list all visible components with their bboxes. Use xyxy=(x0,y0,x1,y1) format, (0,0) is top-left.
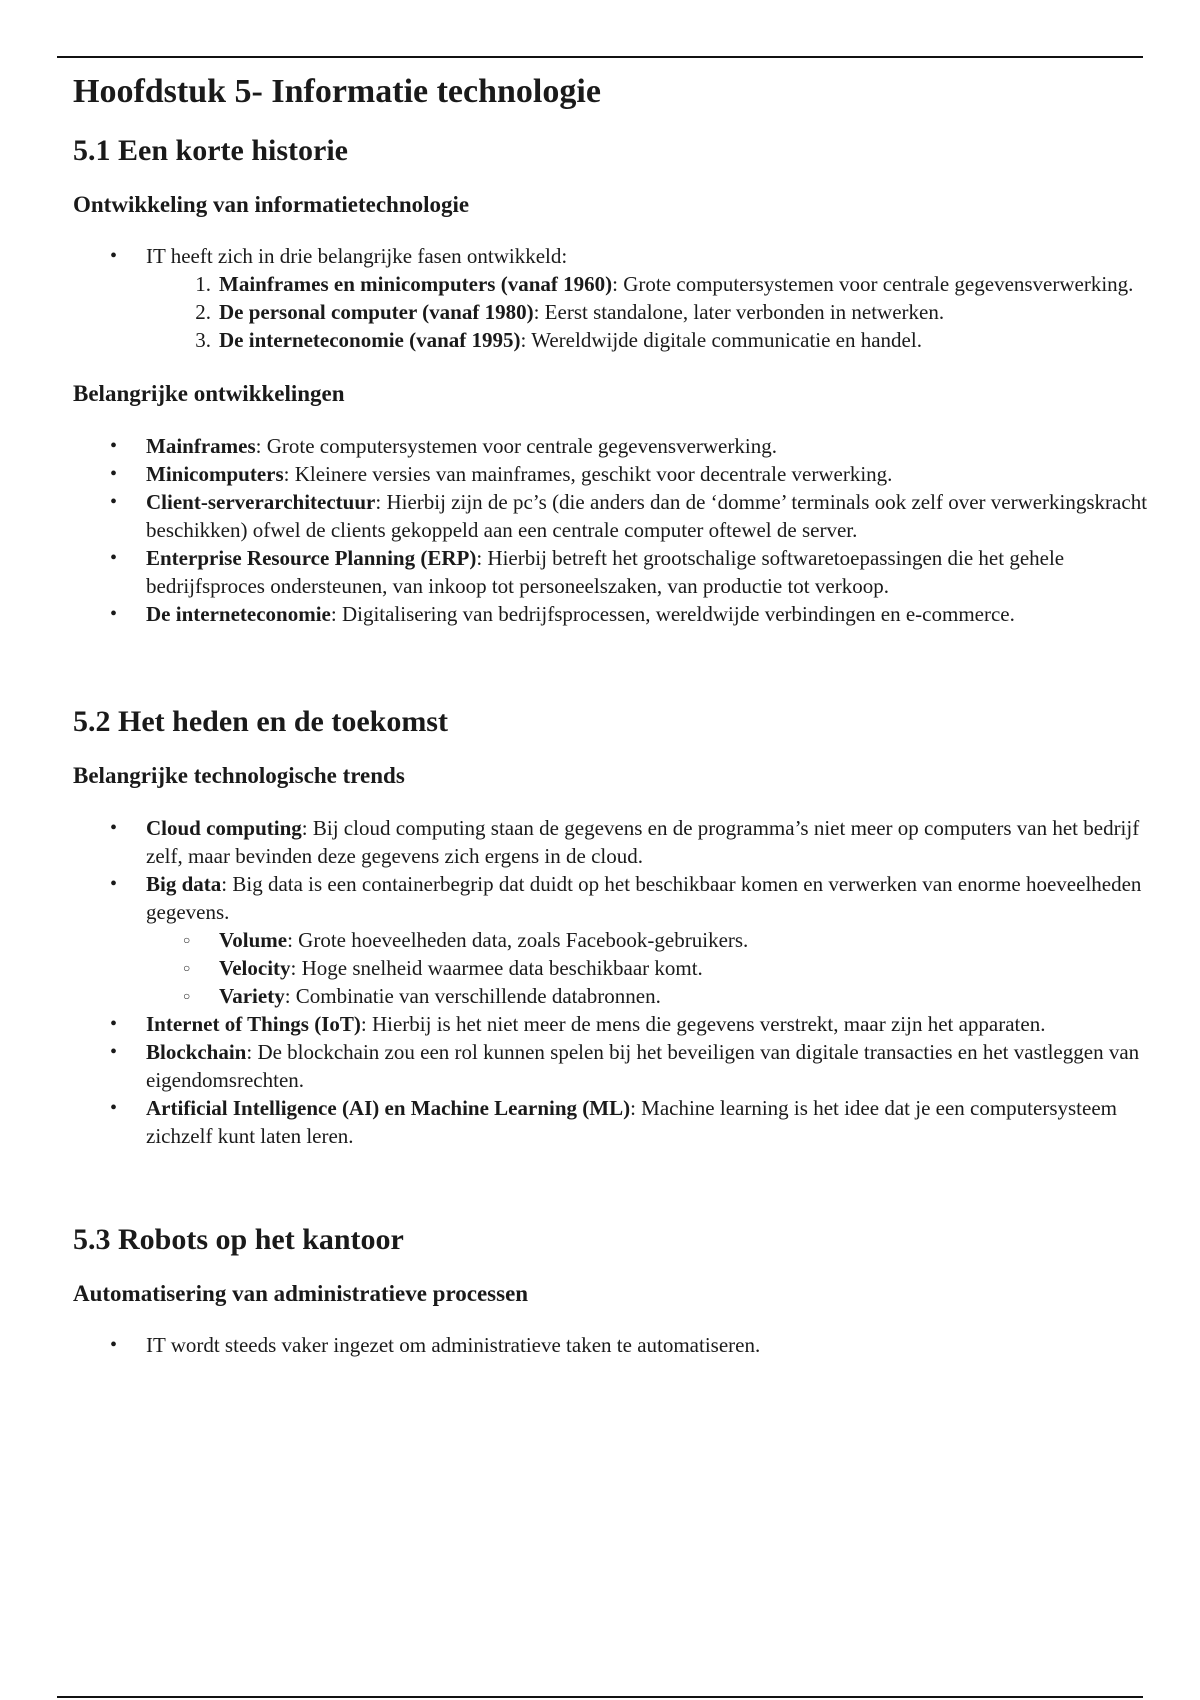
list-number: 1. xyxy=(195,272,211,297)
bottom-rule xyxy=(57,1696,1143,1698)
description: : Bij cloud computing staan de gegevens en de programma’s niet meer op computers van het bedrijf zelf, maar bevinden deze gegevens zich ergens in de cloud. xyxy=(146,815,1140,868)
spacer xyxy=(73,628,1168,704)
description: : Eerst standalone, later verbonden in netwerken. xyxy=(533,300,945,325)
list-number: 2. xyxy=(195,300,211,325)
developments-list xyxy=(73,432,1168,628)
description: : Wereldwijde digitale communicatie en handel. xyxy=(520,328,922,353)
automation-list xyxy=(73,1331,1168,1359)
term: Minicomputers xyxy=(146,461,284,486)
list-item xyxy=(146,488,1168,544)
list-item xyxy=(146,544,1168,600)
list-item: • IT wordt steeds vaker ingezet om administratieve taken te automatiseren. xyxy=(146,1331,1168,1359)
section-5-3-heading: 5.3 Robots op het kantoor xyxy=(73,1222,404,1256)
term: De interneteconomie xyxy=(146,601,331,626)
list-item xyxy=(195,270,1168,298)
term: Client-serverarchitectuur xyxy=(146,489,376,514)
phases-list xyxy=(146,270,1168,354)
list-number: 3. xyxy=(195,328,211,353)
top-rule xyxy=(57,56,1143,58)
description: : Grote computersystemen voor centrale gegevensverwerking. xyxy=(255,433,777,458)
description: : Hierbij zijn de pc’s (die anders dan de ‘domme’ terminals ook zelf over verwerkingskracht beschikken) ofwel de clients gekoppeld aan een centrale computer oftewel de server. xyxy=(146,489,1148,542)
list-item xyxy=(146,1094,1168,1150)
term: Blockchain xyxy=(146,1039,247,1064)
chapter-title: Hoofdstuk 5- Informatie technologie xyxy=(73,73,601,110)
description: : Digitalisering van bedrijfsprocessen, wereldwijde verbindingen en e-commerce. xyxy=(330,601,1015,626)
spacer xyxy=(73,354,1168,380)
term: Artificial Intelligence (AI) en Machine Learning (ML) xyxy=(146,1095,631,1120)
subsection-ontwikkelingen-heading: Belangrijke ontwikkelingen xyxy=(73,381,345,407)
description: : Machine learning is het idee dat je een computersysteem zichzelf kunt laten leren. xyxy=(146,1095,1117,1148)
list-item xyxy=(146,460,1168,488)
section-5-2-heading: 5.2 Het heden en de toekomst xyxy=(73,704,448,738)
term: Velocity xyxy=(219,955,291,980)
term: De interneteconomie (vanaf 1995) xyxy=(219,328,521,353)
list-item xyxy=(146,432,1168,460)
term: Mainframes en minicomputers (vanaf 1960) xyxy=(219,272,613,297)
list-item xyxy=(219,982,1168,1010)
list-item xyxy=(146,870,1168,1010)
list-item xyxy=(219,954,1168,982)
term: Internet of Things (IoT) xyxy=(146,1011,361,1036)
subsection-trends-heading: Belangrijke technologische trends xyxy=(73,762,405,788)
list-item xyxy=(146,814,1168,870)
section-5-1-heading: 5.1 Een korte historie xyxy=(73,133,348,167)
document-body xyxy=(73,72,1168,1359)
phases-intro-list xyxy=(73,242,1168,354)
list-item xyxy=(146,1038,1168,1094)
list-item xyxy=(146,1010,1168,1038)
term: Enterprise Resource Planning (ERP) xyxy=(146,545,477,570)
list-item xyxy=(195,326,1168,354)
description: : Combinatie van verschillende databronnen. xyxy=(284,983,661,1008)
subsection-automatisering-heading: Automatisering van administratieve processen xyxy=(73,1280,529,1306)
description: : Grote computersystemen voor centrale gegevensverwerking. xyxy=(612,272,1134,297)
list-item xyxy=(219,926,1168,954)
description: : Hierbij is het niet meer de mens die gegevens verstrekt, maar zijn het apparaten. xyxy=(360,1011,1046,1036)
big-data-vs-list xyxy=(146,926,1168,1010)
term: Mainframes xyxy=(146,433,256,458)
list-item xyxy=(146,242,1168,354)
trends-list xyxy=(73,814,1168,1150)
term: De personal computer (vanaf 1980) xyxy=(219,300,534,325)
description: : Hoge snelheid waarmee data beschikbaar komt. xyxy=(290,955,703,980)
spacer xyxy=(73,1150,1168,1222)
term: Big data xyxy=(146,871,222,896)
description: : Hierbij betreft het grootschalige softwaretoepassingen die het gehele bedrijfsproces ondersteunen, van inkoop tot personeelszaken, van productie tot verkoop. xyxy=(146,545,1065,598)
term: Cloud computing xyxy=(146,815,302,840)
term: Volume xyxy=(219,927,288,952)
phases-intro-text: IT heeft zich in drie belangrijke fasen ontwikkeld: xyxy=(146,244,568,269)
list-item xyxy=(195,298,1168,326)
subsection-ontwikkeling-heading: Ontwikkeling van informatietechnologie xyxy=(73,191,470,217)
list-item xyxy=(146,600,1168,628)
description: : De blockchain zou een rol kunnen spelen bij het beveiligen van digitale transacties en het vastleggen van eigendomsrechten. xyxy=(146,1039,1140,1092)
description: : Kleinere versies van mainframes, geschikt voor decentrale verwerking. xyxy=(283,461,893,486)
term: Variety xyxy=(219,983,285,1008)
description: : Big data is een containerbegrip dat duidt op het beschikbaar komen en verwerken van enorme hoeveelheden gegevens. xyxy=(146,871,1142,924)
description: : Grote hoeveelheden data, zoals Facebook-gebruikers. xyxy=(287,927,749,952)
